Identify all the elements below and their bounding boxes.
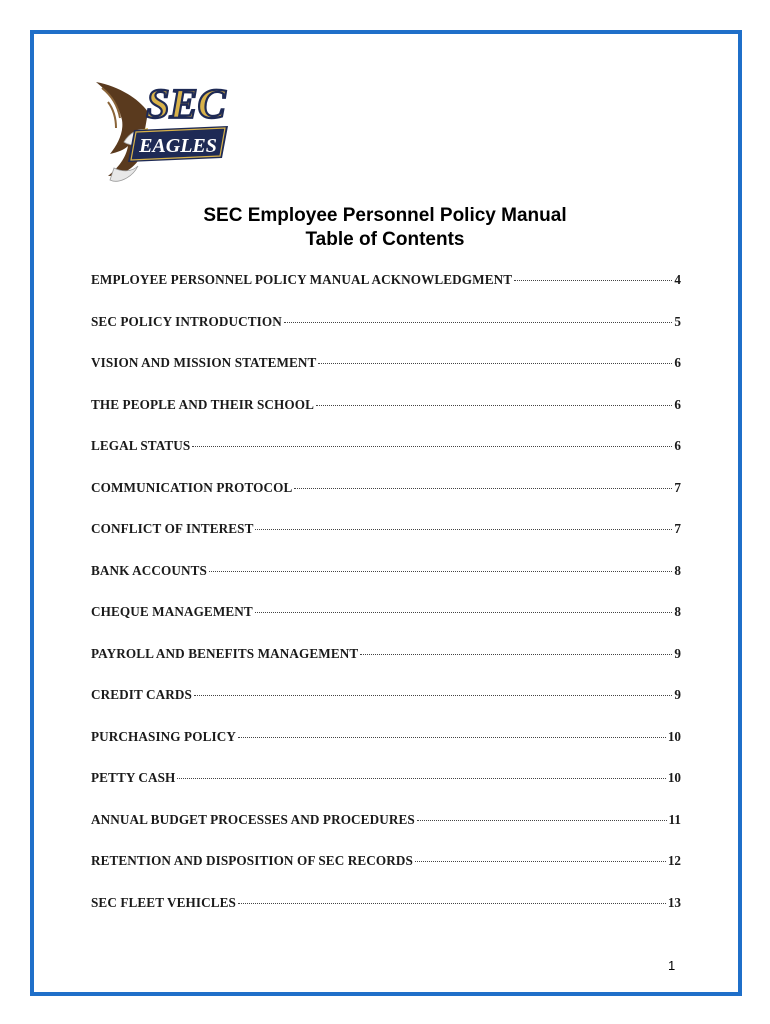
toc-entry-title: THE PEOPLE AND THEIR SCHOOL — [91, 396, 315, 412]
toc-entry-title: PETTY CASH — [91, 770, 176, 785]
toc-entry-title: EMPLOYEE PERSONNEL POLICY MANUAL ACKNOWLEDGMENT — [91, 272, 513, 287]
toc-entry-page: 10 — [667, 728, 681, 744]
toc-entry-page: 7 — [674, 479, 681, 495]
toc-dot-leader — [284, 322, 673, 323]
toc-entry-page: 4 — [674, 272, 681, 287]
toc-entry[interactable] — [91, 604, 681, 646]
toc-entry-title: ANNUAL BUDGET PROCESSES AND PROCEDURES — [91, 811, 415, 827]
toc-dot-leader — [316, 405, 672, 406]
toc-entry-page: 10 — [667, 770, 681, 785]
toc-entry-page: 5 — [674, 313, 681, 329]
toc-dot-leader — [360, 654, 672, 655]
toc-entry-title: PAYROLL AND BENEFITS MANAGEMENT — [91, 645, 359, 661]
toc-dot-leader — [177, 778, 665, 779]
toc-dot-leader — [255, 612, 673, 613]
title-line-2: Table of Contents — [305, 229, 465, 250]
toc-entry[interactable] — [91, 397, 681, 439]
table-of-contents — [91, 272, 681, 936]
toc-entry[interactable] — [91, 770, 681, 812]
toc-entry-page: 12 — [667, 853, 681, 868]
toc-entry-page: 8 — [674, 604, 681, 619]
toc-dot-leader — [294, 488, 672, 489]
toc-dot-leader — [255, 529, 672, 530]
toc-entry-page: 13 — [667, 894, 681, 910]
toc-entry[interactable] — [91, 895, 681, 937]
toc-entry[interactable] — [91, 687, 681, 729]
toc-entry-page: 7 — [674, 521, 681, 536]
toc-entry-page: 11 — [668, 811, 681, 827]
toc-entry[interactable] — [91, 853, 681, 895]
toc-entry[interactable] — [91, 272, 681, 314]
toc-entry-title: CONFLICT OF INTEREST — [91, 521, 254, 536]
toc-entry-title: PURCHASING POLICY — [91, 728, 236, 744]
toc-dot-leader — [415, 861, 666, 862]
toc-dot-leader — [238, 737, 666, 738]
toc-entry-title: RETENTION AND DISPOSITION OF SEC RECORDS — [91, 853, 413, 868]
toc-entry-page: 9 — [674, 645, 681, 661]
toc-dot-leader — [318, 363, 672, 364]
toc-dot-leader — [417, 820, 667, 821]
toc-entry[interactable] — [91, 480, 681, 522]
toc-entry[interactable] — [91, 646, 681, 688]
toc-entry-title: VISION AND MISSION STATEMENT — [91, 355, 317, 370]
toc-dot-leader — [192, 446, 672, 447]
toc-dot-leader — [238, 903, 666, 904]
title-line-1: SEC Employee Personnel Policy Manual — [203, 205, 567, 226]
toc-entry-page: 9 — [674, 687, 681, 702]
toc-dot-leader — [209, 571, 672, 572]
toc-entry-title: SEC POLICY INTRODUCTION — [91, 313, 282, 329]
toc-entry[interactable] — [91, 355, 681, 397]
page-number: 1 — [668, 958, 676, 973]
document-title — [0, 204, 770, 252]
sec-eagles-logo — [88, 72, 238, 192]
toc-entry-page: 8 — [674, 562, 681, 578]
toc-entry[interactable] — [91, 812, 681, 854]
logo-top-text: SEC — [146, 82, 226, 128]
toc-entry-page: 6 — [674, 438, 681, 453]
toc-entry[interactable] — [91, 729, 681, 771]
toc-dot-leader — [514, 280, 672, 281]
toc-entry-title: CHEQUE MANAGEMENT — [91, 604, 253, 619]
toc-entry-title: BANK ACCOUNTS — [91, 562, 207, 578]
toc-entry[interactable] — [91, 314, 681, 356]
toc-entry-title: LEGAL STATUS — [91, 438, 191, 453]
toc-entry[interactable] — [91, 563, 681, 605]
toc-entry-page: 6 — [674, 355, 681, 370]
toc-entry-page: 6 — [674, 396, 681, 412]
toc-entry-title: COMMUNICATION PROTOCOL — [91, 479, 293, 495]
logo-bottom-text: EAGLES — [139, 135, 217, 157]
toc-dot-leader — [194, 695, 672, 696]
toc-entry[interactable] — [91, 521, 681, 563]
toc-entry-title: SEC FLEET VEHICLES — [91, 894, 236, 910]
toc-entry-title: CREDIT CARDS — [91, 687, 192, 702]
toc-entry[interactable] — [91, 438, 681, 480]
